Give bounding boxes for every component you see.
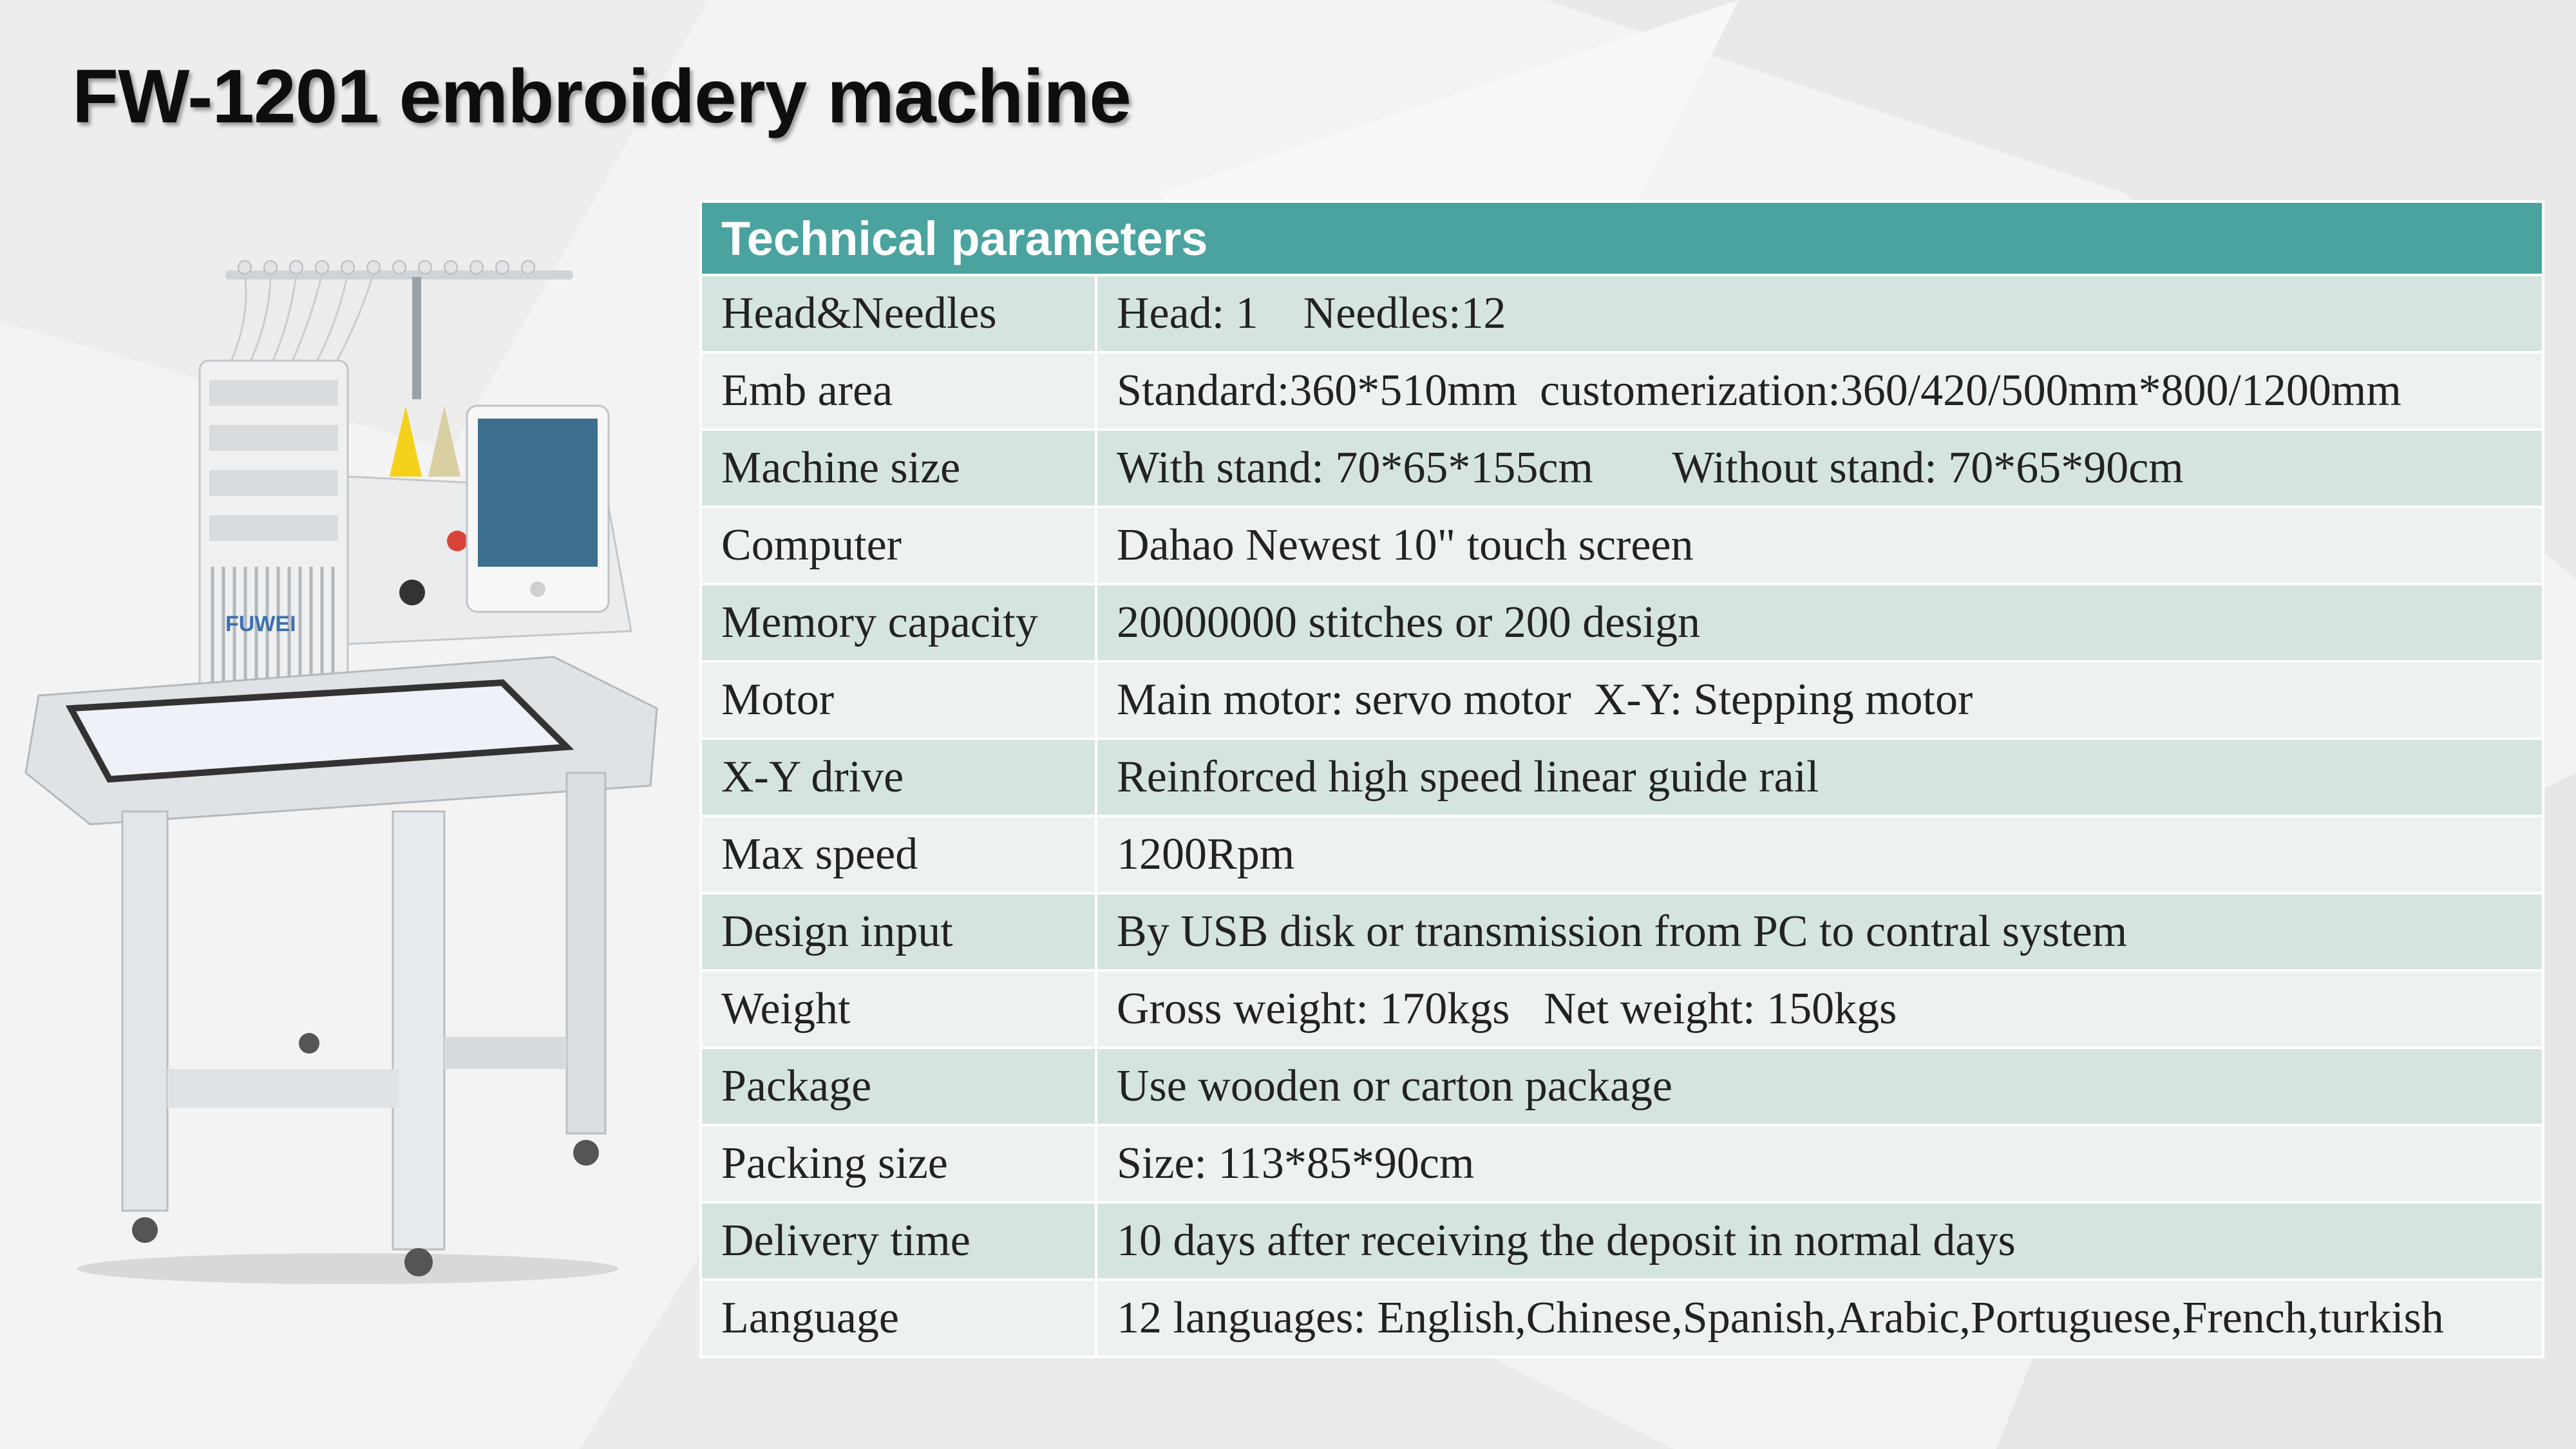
row-value: Standard:360*510mm customerization:360/420/500mm*800/1200mm	[1096, 352, 2543, 430]
table-row	[701, 661, 2543, 739]
row-label: Delivery time	[701, 1202, 1096, 1280]
row-value: Gross weight: 170kgs Net weight: 150kgs	[1096, 971, 2543, 1048]
table-row	[701, 1202, 2543, 1280]
svg-text:FUWEI: FUWEI	[225, 612, 296, 636]
row-label: Computer	[701, 507, 1096, 584]
row-label: Max speed	[701, 816, 1096, 893]
table-row	[701, 1125, 2543, 1202]
row-value: 20000000 stitches or 200 design	[1096, 584, 2543, 661]
table-row	[701, 893, 2543, 971]
table-row	[701, 1280, 2543, 1357]
table-row	[701, 816, 2543, 893]
row-value: 10 days after receiving the deposit in normal days	[1096, 1202, 2543, 1280]
row-value: Reinforced high speed linear guide rail	[1096, 739, 2543, 816]
row-label: Package	[701, 1048, 1096, 1125]
row-value: Size: 113*85*90cm	[1096, 1125, 2543, 1202]
row-value: Dahao Newest 10" touch screen	[1096, 507, 2543, 584]
table-row	[701, 275, 2543, 352]
row-label: Emb area	[701, 352, 1096, 430]
row-value: By USB disk or transmission from PC to contral system	[1096, 893, 2543, 971]
row-value: 1200Rpm	[1096, 816, 2543, 893]
row-label: Motor	[701, 661, 1096, 739]
table-row	[701, 1048, 2543, 1125]
row-value: Use wooden or carton package	[1096, 1048, 2543, 1125]
row-value: Main motor: servo motor X-Y: Stepping motor	[1096, 661, 2543, 739]
row-label: Memory capacity	[701, 584, 1096, 661]
table-row	[701, 584, 2543, 661]
table-row	[701, 430, 2543, 507]
row-label: Weight	[701, 971, 1096, 1048]
table-row	[701, 739, 2543, 816]
row-label: Machine size	[701, 430, 1096, 507]
row-value: With stand: 70*65*155cm Without stand: 70*65*90cm	[1096, 430, 2543, 507]
row-label: Language	[701, 1280, 1096, 1357]
row-label: Design input	[701, 893, 1096, 971]
row-label: Packing size	[701, 1125, 1096, 1202]
table-row	[701, 507, 2543, 584]
spec-table	[699, 200, 2544, 1358]
table-header: Technical parameters	[701, 202, 2543, 275]
table-row	[701, 971, 2543, 1048]
row-label: X-Y drive	[701, 739, 1096, 816]
row-value: Head: 1 Needles:12	[1096, 275, 2543, 352]
row-label: Head&Needles	[701, 275, 1096, 352]
embroidery-machine-icon	[13, 245, 670, 1294]
table-row	[701, 352, 2543, 430]
page-title: FW-1201 embroidery machine	[72, 54, 1131, 139]
row-value: 12 languages: English,Chinese,Spanish,Arabic,Portuguese,French,turkish	[1096, 1280, 2543, 1357]
